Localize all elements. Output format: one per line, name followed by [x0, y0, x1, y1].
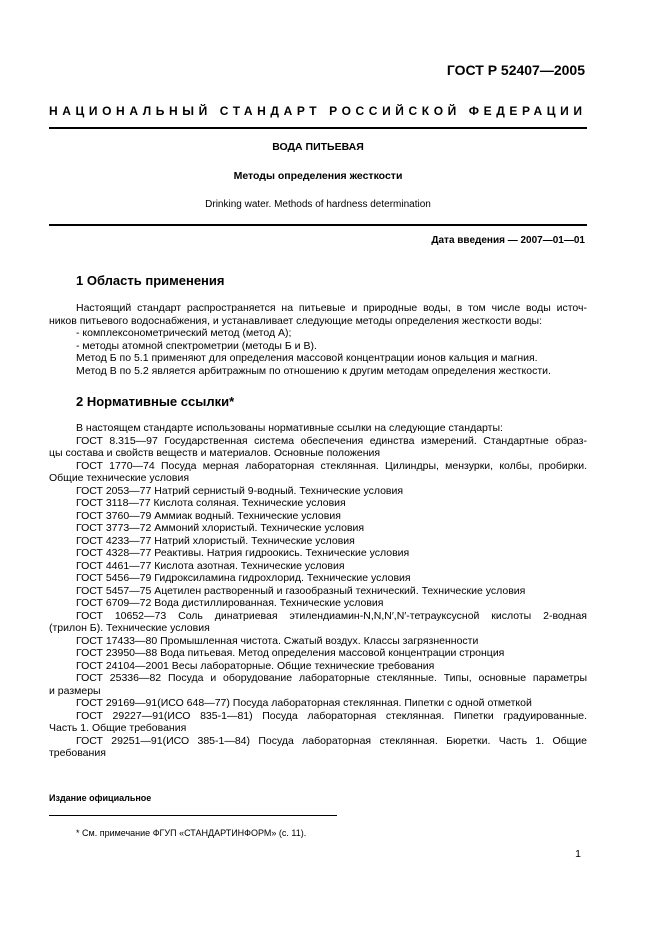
reference-line: ГОСТ 4328—77 Реактивы. Натрия гидроокись. Технические условия — [76, 547, 410, 559]
reference-line: ГОСТ 5457—75 Ацетилен растворенный и газообразный технический. Технические условия — [76, 584, 526, 597]
reference-line: ГОСТ 17433—80 Промышленная чистота. Сжатый воздух. Классы загрязненности — [76, 634, 479, 647]
intro-date: Дата введения — 2007—01—01 — [431, 235, 585, 246]
text-line: Метод Б по 5.1 применяют для определения массовой концентрации ионов кальция и магния. — [76, 352, 538, 364]
reference-line: ГОСТ 5456—79 Гидроксиламина гидрохлорид. Технические условия — [76, 572, 411, 584]
reference-line: Часть 1. Общие требования — [49, 722, 187, 734]
reference-line: ГОСТ 3118—77 Кислота соляная. Технические условия — [76, 497, 346, 509]
reference-line: ГОСТ 3773—72 Аммоний хлористый. Технические условия — [76, 522, 365, 534]
reference-line: ГОСТ 29169—91(ИСО 648—77) Посуда лабораторная стеклянная. Пипетки с одной отметкой — [76, 697, 532, 709]
document-title: ВОДА ПИТЬЕВАЯ — [272, 141, 364, 153]
reference-line: ГОСТ 25336—82 Посуда и оборудование лабораторные стеклянные. Типы, основные параметры — [76, 672, 587, 684]
reference-line: ГОСТ 24104—2001 Весы лабораторные. Общие технические требования — [76, 659, 435, 672]
reference-line: требования — [49, 747, 106, 759]
reference-line: ГОСТ 4233—77 Натрий хлористый. Технические условия — [76, 534, 355, 547]
text-line: Метод В по 5.2 является арбитражным по отношению к другим методам определения жесткости. — [76, 364, 551, 377]
section-1-body — [49, 302, 587, 377]
english-title: Drinking water. Methods of hardness determination — [205, 199, 431, 210]
section-1-heading: 1 Область применения — [76, 273, 225, 288]
reference-line: ГОСТ 10652—73 Соль динатриевая этилендиамин-N,N,N′,N′-тетрауксусной кислоты 2-водная — [76, 609, 587, 622]
top-rule — [49, 127, 587, 129]
reference-line: (трилон Б). Технические условия — [49, 622, 210, 634]
document-subtitle: Методы определения жесткости — [233, 170, 403, 182]
section-2-heading: 2 Нормативные ссылки* — [76, 394, 235, 409]
section-2-body — [49, 422, 587, 760]
list-item: - методы атомной спектрометрии (методы Б и В). — [76, 339, 317, 352]
document-code: ГОСТ Р 52407—2005 — [446, 62, 585, 78]
title-rule — [49, 224, 587, 226]
footnote: * См. примечание ФГУП «СТАНДАРТИНФОРМ» (с. 11). — [76, 828, 307, 838]
reference-line: ГОСТ 6709—72 Вода дистиллированная. Технические условия — [76, 597, 384, 609]
reference-line: ГОСТ 23950—88 Вода питьевая. Метод определения массовой концентрации стронция — [76, 647, 505, 659]
list-item: - комплексонометрический метод (метод А); — [76, 327, 292, 339]
national-standard-banner: НАЦИОНАЛЬНЫЙ СТАНДАРТ РОССИЙСКОЙ ФЕДЕРАЦИИ — [49, 104, 587, 118]
reference-line: ГОСТ 4461—77 Кислота азотная. Технические условия — [76, 559, 345, 572]
reference-line: ГОСТ 29227—91(ИСО 835-1—81) Посуда лабораторная стеклянная. Пипетки градуированные. — [76, 709, 587, 722]
page-number: 1 — [575, 848, 581, 860]
reference-line: ГОСТ 29251—91(ИСО 385-1—84) Посуда лабораторная стеклянная. Бюретки. Часть 1. Общие — [76, 734, 587, 747]
reference-line: ГОСТ 2053—77 Натрий сернистый 9-водный. Технические условия — [76, 484, 404, 497]
official-edition-label: Издание официальное — [49, 793, 152, 803]
text-line: Настоящий стандарт распространяется на питьевые и природные воды, в том числе воды источ- — [76, 302, 587, 314]
reference-line: ГОСТ 3760—79 Аммиак водный. Технические условия — [76, 509, 341, 522]
reference-line: ГОСТ 8.315—97 Государственная система обеспечения единства измерений. Стандартные образ- — [76, 434, 587, 447]
text-line: ников питьевого водоснабжения, и устанавливает следующие методы определения жесткости воды: — [49, 314, 542, 327]
text-line: В настоящем стандарте использованы нормативные ссылки на следующие стандарты: — [76, 422, 503, 434]
footnote-rule — [49, 815, 337, 816]
reference-line: Общие технические условия — [49, 472, 190, 484]
reference-line: ГОСТ 1770—74 Посуда мерная лабораторная стеклянная. Цилиндры, мензурки, колбы, пробирки. — [76, 459, 587, 472]
reference-line: цы состава и свойств веществ и материалов. Основные положения — [49, 447, 381, 459]
reference-line: и размеры — [49, 684, 101, 697]
